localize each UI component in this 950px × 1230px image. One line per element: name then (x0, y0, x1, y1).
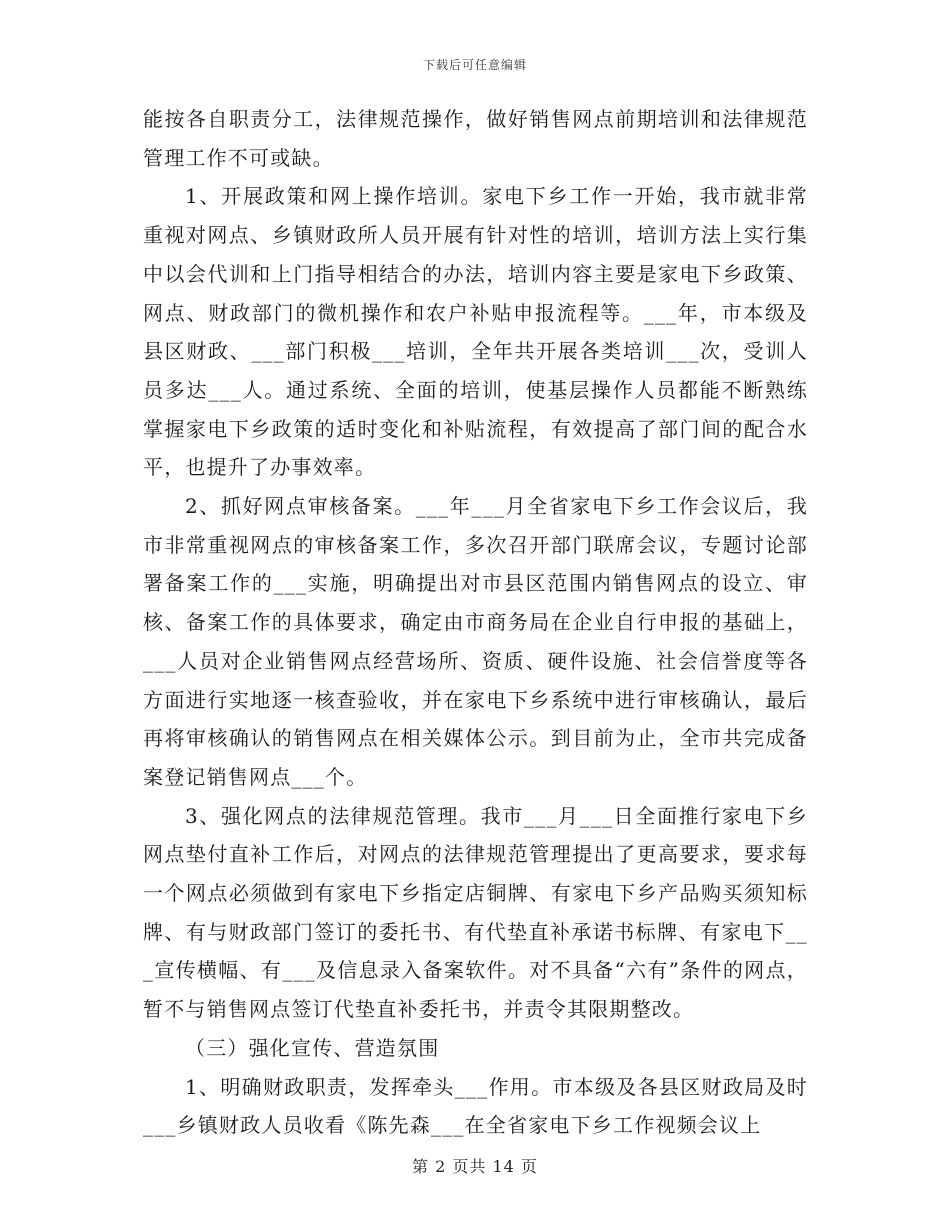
section-heading-publicity: （三）强化宣传、营造氛围 (185, 1035, 440, 1060)
paragraph-legal-management: 3、强化网点的法律规范管理。我市___月___日全面推行家电下乡网点垫付直补工作后，对网点的法律规范管理提出了更高要求，要求每一个网点必须做到有家电下乡指定店铜牌、有家电下乡产品购买须知标牌、有与财政部门签订的委托书、有代垫直补承诺书标牌、有家电下___宣传横幅、有___及信息录入备案软件。对不具备“六有”条件的网点，暂不与销售网点签订代垫直补委托书，并责令其限期整改。 (143, 803, 808, 1022)
paragraph-finance-duties: 1、明确财政职责，发挥牵头___作用。市本级及各县区财政局及时___乡镇财政人员收看《陈先森___在全省家电下乡工作视频会议上 (143, 1074, 808, 1138)
page-number: 第 2 页共 14 页 (412, 1157, 538, 1176)
paragraph-review-filing: 2、抓好网点审核备案。___年___月全省家电下乡工作会议后，我市非常重视网点的审核备案工作，多次召开部门联席会议，专题讨论部署备案工作的___实施，明确提出对市县区范围内销售网点的设立、审核、备案工作的具体要求，确定由市商务局在企业自行申报的基础上，___人员对企业销售网点经营场所、资质、硬件设施、社会信誉度等各方面进行实地逐一核查验收，并在家电下乡系统中进行审核确认，最后再将审核确认的销售网点在相关媒体公示。到目前为止，全市共完成备案登记销售网点___个。 (143, 494, 808, 789)
page-header-note: 下载后可任意编辑 (422, 58, 527, 72)
paragraph-training: 1、开展政策和网上操作培训。家电下乡工作一开始，我市就非常重视对网点、乡镇财政所人员开展有针对性的培训，培训方法上实行集中以会代训和上门指导相结合的办法，培训内容主要是家电下乡政策、网点、财政部门的微机操作和农户补贴申报流程等。___年，市本级及县区财政、___部门积极___培训，全年共开展各类培训___次，受训人员多达___人。通过系统、全面的培训，使基层操作人员都能不断熟练掌握家电下乡政策的适时变化和补贴流程，有效提高了部门间的配合水平，也提升了办事效率。 (143, 184, 808, 480)
document-body (143, 100, 808, 1145)
paragraph-continuation: 能按各自职责分工，法律规范操作，做好销售网点前期培训和法律规范管理工作不可或缺。 (143, 107, 808, 170)
